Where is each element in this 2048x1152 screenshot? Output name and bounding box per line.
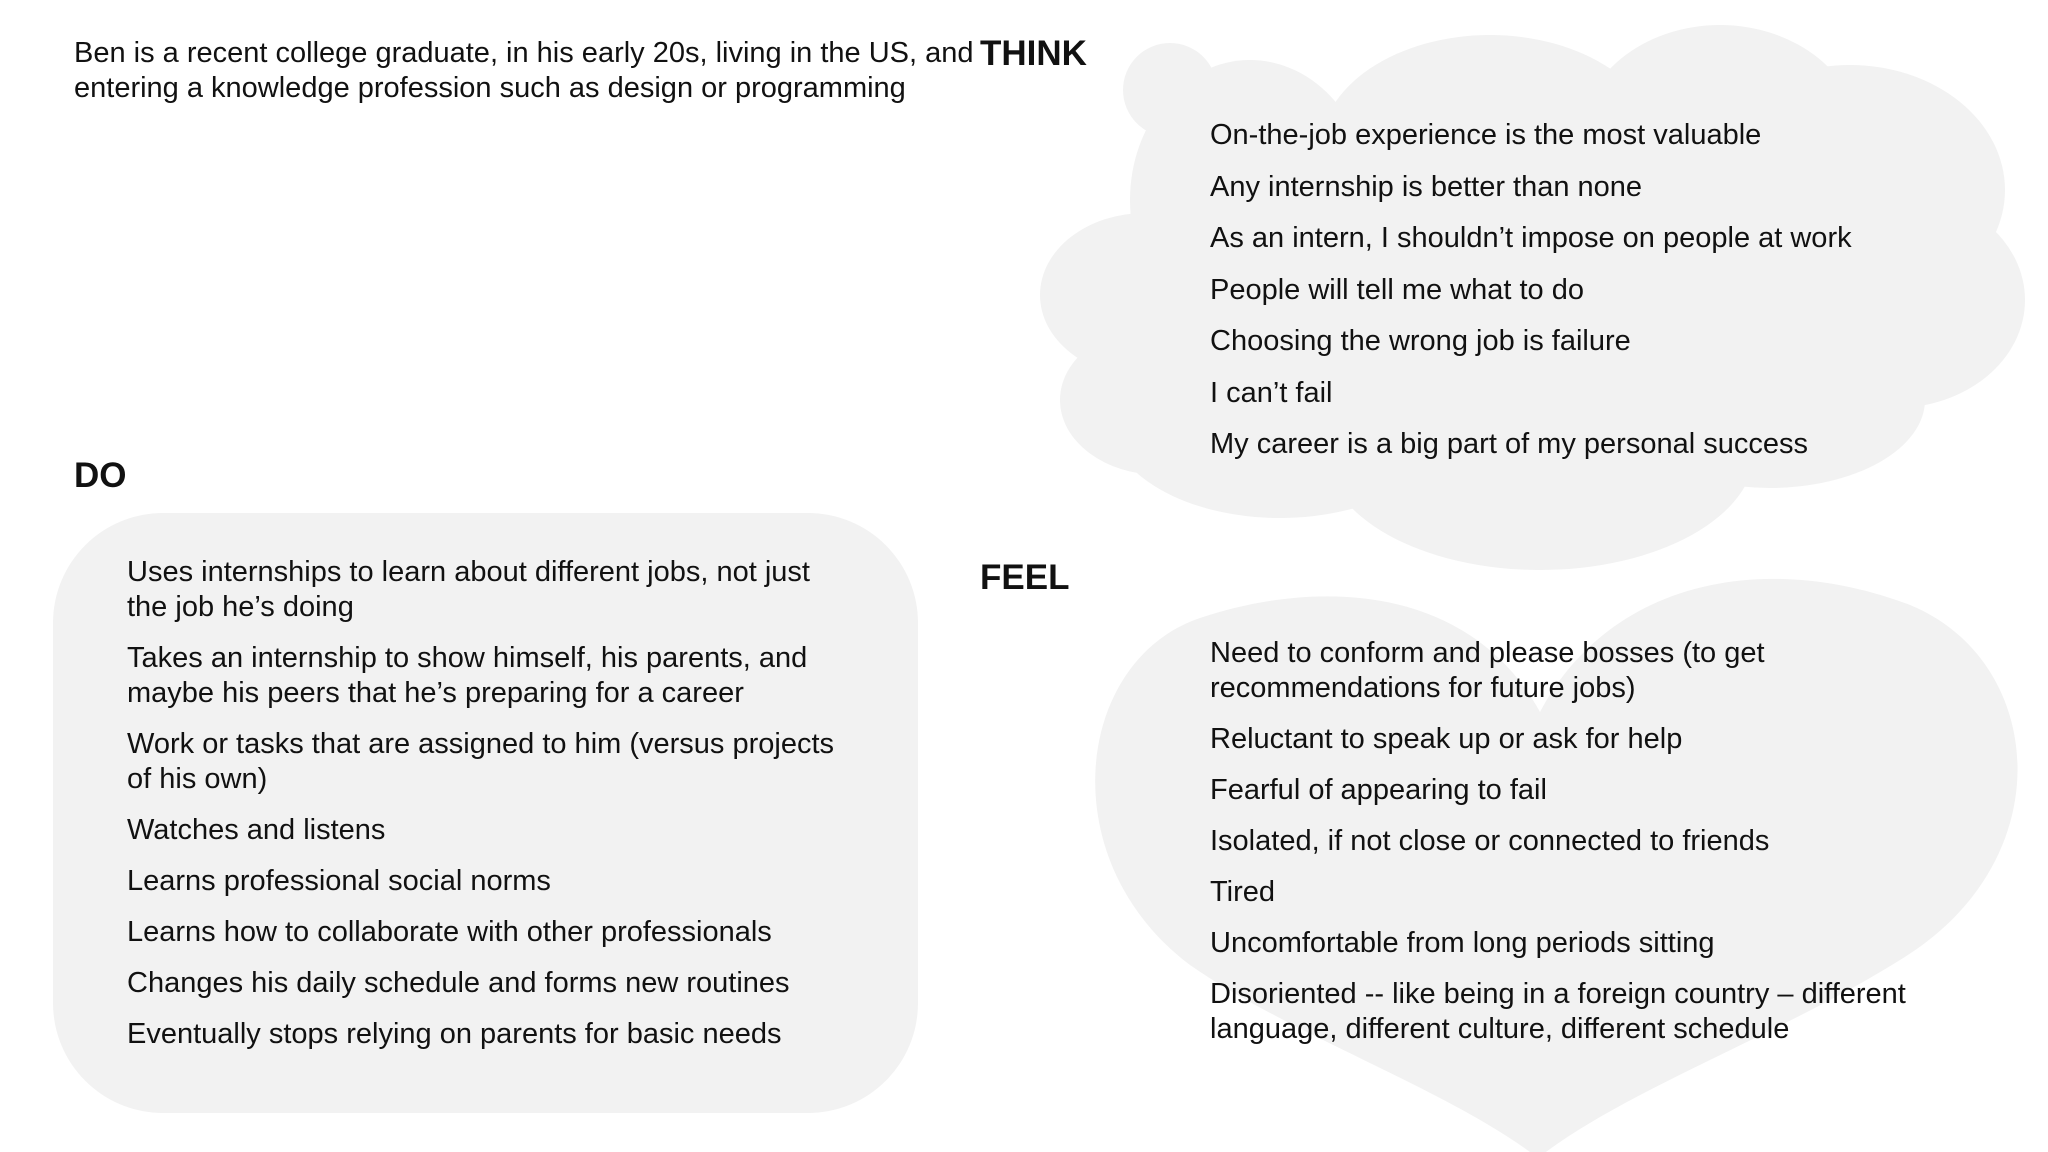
think-item: As an intern, I shouldn’t impose on people at work (1210, 222, 1852, 254)
feel-item: Reluctant to speak up or ask for help (1210, 723, 1683, 755)
persona-description: Ben is a recent college graduate, in his early 20s, living in the US, and entering a knowledge profession such as design or programming (74, 37, 974, 104)
feel-item: Fearful of appearing to fail (1210, 774, 1547, 806)
feel-item: Uncomfortable from long periods sitting (1210, 927, 1715, 959)
feel-heading: FEEL (980, 558, 1070, 597)
do-list (127, 555, 847, 1068)
do-item: Watches and listens (127, 814, 386, 846)
think-item: Choosing the wrong job is failure (1210, 325, 1631, 357)
do-item: Work or tasks that are assigned to him (versus projects of his own) (127, 728, 835, 795)
do-item: Uses internships to learn about different jobs, not just the job he’s doing (127, 556, 810, 623)
do-item: Changes his daily schedule and forms new routines (127, 967, 790, 999)
do-item: Learns professional social norms (127, 865, 551, 897)
do-heading: DO (74, 456, 127, 495)
feel-item: Isolated, if not close or connected to friends (1210, 825, 1770, 857)
think-item: People will tell me what to do (1210, 273, 1584, 306)
think-item: On-the-job experience is the most valuable (1210, 119, 1762, 151)
do-item: Eventually stops relying on parents for basic needs (127, 1018, 782, 1050)
do-item: Takes an internship to show himself, his parents, and maybe his peers that he’s preparing for a career (127, 642, 808, 709)
think-heading: THINK (980, 34, 1087, 73)
feel-item: Need to conform and please bosses (to get recommendations for future jobs) (1210, 637, 1765, 704)
think-item: I can’t fail (1210, 376, 1333, 409)
feel-item: Disoriented -- like being in a foreign country – different language, different culture, different schedule (1210, 978, 1906, 1045)
think-list (1210, 118, 1910, 479)
do-item: Learns how to collaborate with other professionals (127, 916, 772, 948)
feel-item: Tired (1210, 876, 1275, 908)
think-item: My career is a big part of my personal success (1210, 428, 1808, 460)
feel-list (1210, 636, 1930, 1063)
think-item: Any internship is better than none (1210, 170, 1643, 203)
